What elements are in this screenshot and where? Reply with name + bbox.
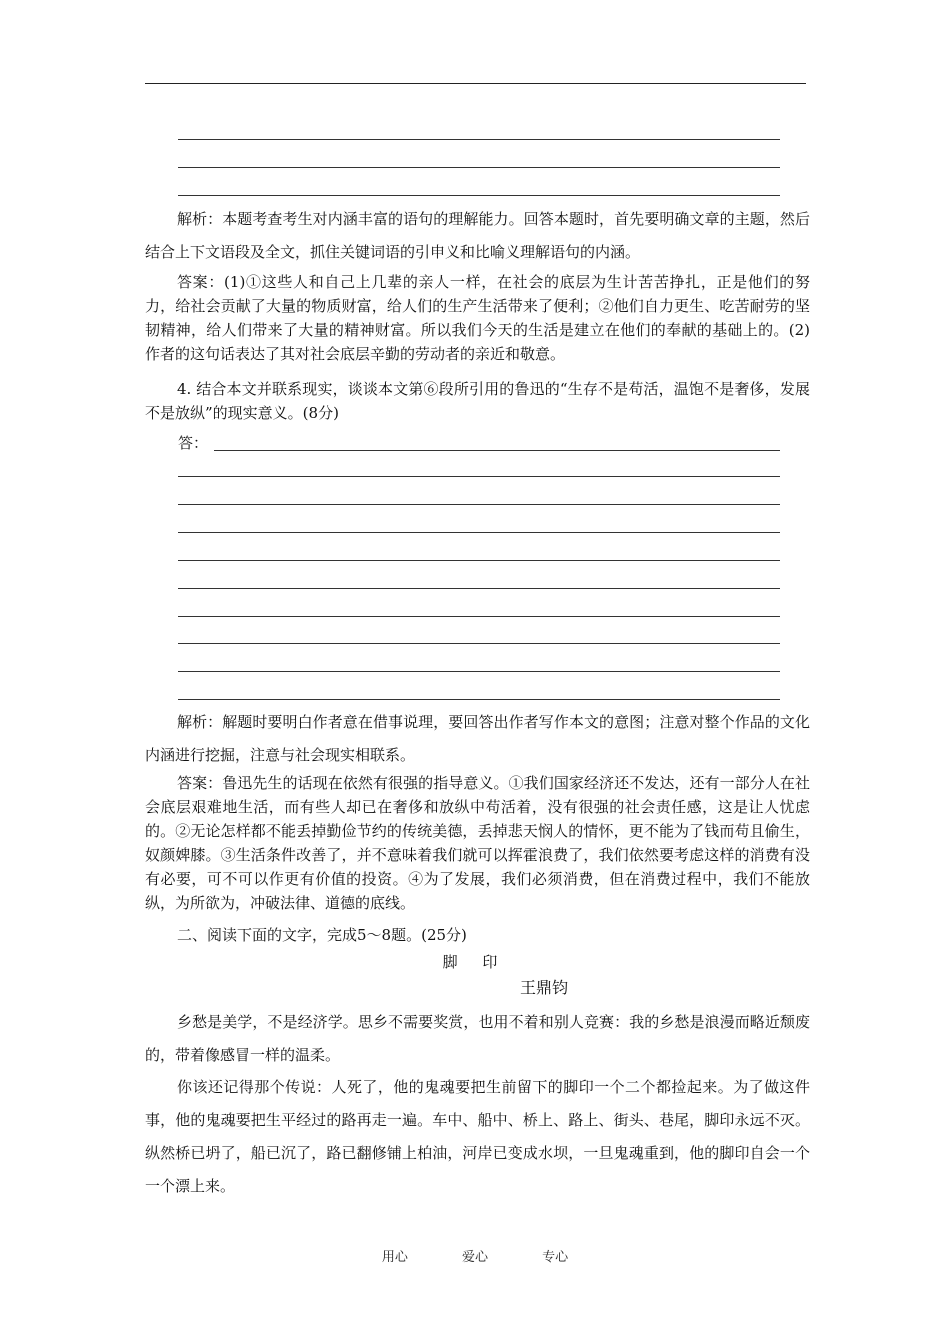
q4-question: 4. 结合本文并联系现实，谈谈本文第⑥段所引用的鲁迅的“生存不是苟活，温饱不是奢侈，发展不是放纵”的现实意义。(8分) <box>145 380 810 422</box>
answer-line <box>178 616 780 617</box>
q3-answer: 答案：(1)①这些人和自己上几辈的亲人一样，在社会的底层为生计苦苦挣扎，正是他们的努力，给社会贡献了大量的物质财富，给人们的生产生活带来了便利；②他们自力更生、吃苦耐劳的坚韧精神，给人们带来了大量的精神财富。所以我们今天的生活是建立在他们的奉献的基础上的。(2)作者的这句话表达了其对社会底层辛勤的劳动者的亲近和敬意。 <box>145 273 810 363</box>
page-footer <box>0 1246 950 1265</box>
header-rule <box>145 83 806 84</box>
answer-line <box>178 139 780 140</box>
answer-line <box>178 588 780 589</box>
answer-line <box>178 476 780 477</box>
q4-answer-label: 答： <box>178 434 209 452</box>
answer-line <box>178 643 780 644</box>
answer-line <box>178 699 780 700</box>
answer-line <box>178 167 780 168</box>
article-paragraph-2: 你该还记得那个传说：人死了，他的鬼魂要把生前留下的脚印一个二个都捡起来。为了做这件事，他的鬼魂要把生平经过的路再走一遍。车中、船中、桥上、路上、街头、巷尾，脚印永远不灭。纵然桥已坍了，船已沉了，路已翻修铺上柏油，河岸已变成水坝，一旦鬼魂重到，他的脚印自会一个一个漂上来。 <box>145 1078 810 1195</box>
answer-line <box>178 532 780 533</box>
answer-line <box>178 504 780 505</box>
footer-item: 爱心 <box>461 1250 488 1265</box>
section-heading: 二、阅读下面的文字，完成5～8题。(25分) <box>177 926 467 944</box>
answer-line <box>214 450 780 451</box>
answer-line <box>178 560 780 561</box>
footer-item: 专心 <box>542 1250 569 1265</box>
article-paragraph-1: 乡愁是美学，不是经济学。思乡不需要奖赏，也用不着和别人竞赛：我的乡愁是浪漫而略近颓废的，带着像感冒一样的温柔。 <box>145 1013 810 1064</box>
q3-analysis: 解析：本题考查考生对内涵丰富的语句的理解能力。回答本题时，首先要明确文章的主题，然后结合上下文语段及全文，抓住关键词语的引申义和比喻义理解语句的内涵。 <box>145 210 810 261</box>
q4-answer: 答案：鲁迅先生的话现在依然有很强的指导意义。①我们国家经济还不发达，还有一部分人在社会底层艰难地生活，而有些人却已在奢侈和放纵中苟活着，没有很强的社会责任感，这是让人忧虑的。②无论怎样都不能丢掉勤俭节约的传统美德，丢掉悲天悯人的情怀，更不能为了钱而苟且偷生，奴颜婢膝。③生活条件改善了，并不意味着我们就可以挥霍浪费了，我们依然要考虑这样的消费有没有必要，可不可以作更有价值的投资。④为了发展，我们必须消费，但在消费过程中，我们不能放纵，为所欲为，冲破法律、道德的底线。 <box>145 774 810 912</box>
answer-line <box>178 671 780 672</box>
article-title: 脚 印 <box>442 953 508 971</box>
answer-line <box>178 195 780 196</box>
article-author: 王鼎钧 <box>520 978 569 997</box>
q4-analysis: 解析：解题时要明白作者意在借事说理，要回答出作者写作本文的意图；注意对整个作品的文化内涵进行挖掘，注意与社会现实相联系。 <box>145 713 810 764</box>
footer-item: 用心 <box>381 1250 408 1265</box>
